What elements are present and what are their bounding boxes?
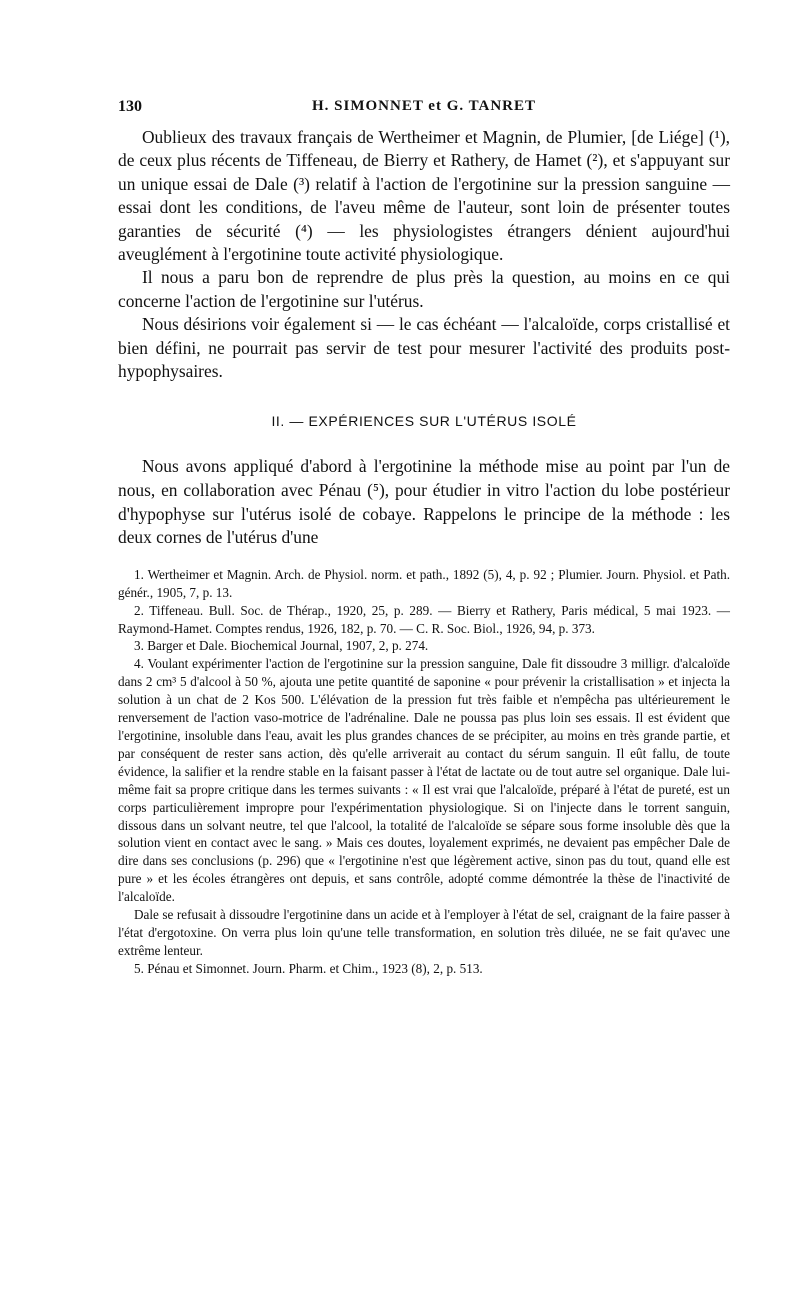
footnote: 2. Tiffeneau. Bull. Soc. de Thérap., 1920, 25, p. 289. — Bierry et Rathery, Paris médical, 5 mai 1923. — Raymond-Hamet. Comptes rendus, 1926, 182, p. 70. — C. R. Soc. Biol., 1926, 94, p. 373. <box>118 602 730 636</box>
intro-paragraph: Nous désirions voir également si — le cas échéant — l'alcaloïde, corps cristallisé et bien défini, ne pourrait pas servir de test pour mesurer l'activité des produits post-hypophysaires. <box>118 314 730 382</box>
page-header <box>118 98 730 124</box>
section-heading: II. — EXPÉRIENCES SUR L'UTÉRUS ISOLÉ <box>271 413 577 430</box>
section-paragraph: Nous avons appliqué d'abord à l'ergotinine la méthode mise au point par l'un de nous, en collaboration avec Pénau (⁵), pour étudier in vitro l'action du lobe postérieur d'hypophyse sur l'utérus isolé de cobaye. Rappelons le principe de la méthode : les deux cornes de l'utérus d'une <box>118 456 730 548</box>
footnotes <box>118 566 730 978</box>
page-number: 130 <box>118 98 142 115</box>
page <box>118 98 730 978</box>
footnote: 1. Wertheimer et Magnin. Arch. de Physiol. norm. et path., 1892 (5), 4, p. 92 ; Plumier. Journ. Physiol. et Path. génér., 1905, 7, p. 13. <box>118 566 730 600</box>
intro-text <box>118 126 730 383</box>
running-head: H. SIMONNET et G. TANRET <box>311 98 537 114</box>
section-text <box>118 455 730 549</box>
footnote: 5. Pénau et Simonnet. Journ. Pharm. et Chim., 1923 (8), 2, p. 513. <box>134 960 483 976</box>
footnote: 3. Barger et Dale. Biochemical Journal, 1907, 2, p. 274. <box>134 638 429 654</box>
intro-paragraph: Il nous a paru bon de reprendre de plus près la question, au moins en ce qui concerne l'action de l'ergotinine sur l'utérus. <box>118 267 730 311</box>
footnote: 4. Voulant expérimenter l'action de l'ergotinine sur la pression sanguine, Dale fit dissoudre 3 milligr. d'alcaloïde dans 2 cm³ 5 d'alcool à 50 %, ajouta une petite quantité de saponine « pour prévenir la cristallisation » et injecta la solution à un chat de 2 Kos 500. L'élévation de la pression fut très faible et n'empêcha pas ultérieurement le renversement de l'action vaso-motrice de l'adrénaline. Dale ne poussa pas plus loin ses essais. Il est évident que l'ergotinine, insoluble dans l'eau, avait les plus grandes chances de se précipiter, au moins en très grande partie, et par conséquent de rester sans action, dès qu'elle arriverait au contact du sérum sanguin. Il eût fallu, de toute évidence, la salifier et la rendre stable en la faisant passer à l'état de lactate ou de tout autre sel organique. Dale lui-même fait sa propre critique dans les termes suivants : « Il est vrai que l'alcaloïde, préparé à l'état de pureté, est un corps particulièrement impropre pour l'expérimentation physiologique. Si on l'injecte dans le torrent sanguin, dissous dans un solvant neutre, tel que l'alcool, la totalité de l'alcaloïde se sépare sous forme insoluble dès que la solution vient en contact avec le sang. » Mais ces doutes, loyalement exprimés, ne devaient pas empêcher Dale de dire dans ses conclusions (p. 296) que « l'ergotinine n'est que légèrement active, sinon pas du tout, quand elle est pure » et les écoles étrangères ont depuis, et sans contrôle, adopté comme démontrée la thèse de l'inactivité de l'alcaloïde. <box>118 656 730 905</box>
intro-paragraph: Oublieux des travaux français de Wertheimer et Magnin, de Plumier, [de Liége] (¹), de ceux plus récents de Tiffeneau, de Bierry et Rathery, de Hamet (²), et s'appuyant sur un unique essai de Dale (³) relatif à l'action de l'ergotinine sur la pression sanguine — essai dont les conditions, de l'aveu même de l'auteur, sont loin de présenter toutes garanties de sécurité (⁴) — les physiologistes étrangers dénient aujourd'hui aveuglément à l'ergotinine toute activité physiologique. <box>118 127 730 265</box>
footnote: Dale se refusait à dissoudre l'ergotinine dans un acide et à l'employer à l'état de sel, craignant de la faire passer à l'état d'ergotoxine. On verra plus loin qu'une telle transformation, en solution très diluée, ne se fait qu'avec une extrême lenteur. <box>118 907 730 958</box>
